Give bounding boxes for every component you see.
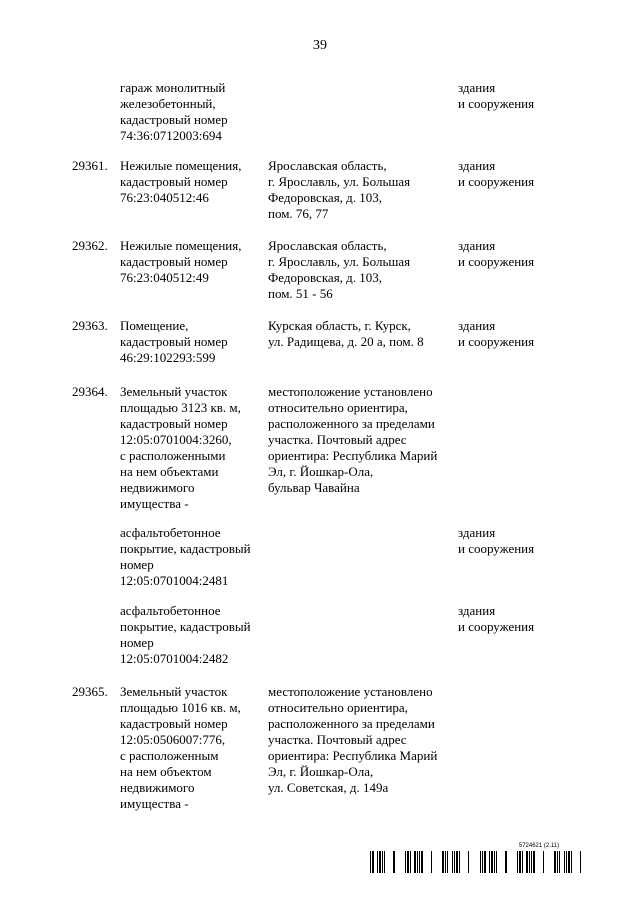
object-description-line: кадастровый номер: [120, 254, 228, 269]
object-description-line: площадью 1016 кв. м,: [120, 700, 241, 715]
entry-number: 29362.: [72, 238, 108, 253]
object-address-line: ориентира: Республика Марий: [268, 748, 438, 763]
object-address-line: относительно ориентира,: [268, 400, 408, 415]
object-address: [268, 158, 456, 222]
object-category: [458, 238, 578, 270]
barcode-bar: [468, 851, 469, 873]
object-description-line: имущества -: [120, 496, 189, 511]
object-description-line: покрытие, кадастровый: [120, 541, 251, 556]
barcode-bar: [571, 851, 572, 873]
object-category: [458, 525, 578, 557]
barcode-bar: [505, 851, 507, 873]
object-address-line: пом. 76, 77: [268, 206, 329, 221]
barcode-bar: [496, 851, 497, 873]
barcode-bar: [580, 851, 581, 873]
barcode-bar: [554, 851, 556, 873]
barcode-bar: [566, 851, 567, 873]
object-description-line: на нем объектами: [120, 464, 219, 479]
object-address-line: г. Ярославль, ул. Большая: [268, 254, 411, 269]
object-address-line: Курская область, г. Курск,: [268, 318, 411, 333]
barcode-bar: [522, 851, 523, 873]
object-address-line: местоположение установлено: [268, 384, 433, 399]
object-description-line: кадастровый номер: [120, 416, 228, 431]
barcode-bar: [454, 851, 455, 873]
object-description: [120, 318, 265, 366]
barcode-bar: [405, 851, 406, 873]
object-description-line: кадастровый номер: [120, 716, 228, 731]
object-category: [458, 318, 578, 350]
object-category-line: и сооружения: [458, 254, 535, 269]
object-description-line: имущества -: [120, 796, 189, 811]
object-address-line: местоположение установлено: [268, 684, 433, 699]
object-description-line: недвижимого: [120, 480, 195, 495]
object-address-line: расположенного за пределами: [268, 716, 435, 731]
object-address: [268, 384, 456, 496]
object-address-line: Ярославская область,: [268, 238, 387, 253]
barcode-bar: [431, 851, 432, 873]
object-category-line: и сооружения: [458, 96, 535, 111]
barcode-bar: [370, 851, 371, 873]
object-description-line: кадастровый номер: [120, 334, 228, 349]
barcode-bar: [531, 851, 532, 873]
object-description-line: железобетонный,: [120, 96, 216, 111]
barcode-bar: [557, 851, 558, 873]
barcode-bar: [568, 851, 570, 873]
barcode-bar: [414, 851, 416, 873]
barcode-bar: [517, 851, 518, 873]
object-address: [268, 238, 456, 302]
barcode-bar: [559, 851, 560, 873]
barcode-bar: [421, 851, 423, 873]
object-category-line: здания: [458, 158, 496, 173]
object-address-line: участка. Почтовый адрес: [268, 432, 407, 447]
entry-number: 29364.: [72, 384, 108, 399]
object-category-line: и сооружения: [458, 619, 535, 634]
object-description-line: номер: [120, 635, 154, 650]
object-description-line: Помещение,: [120, 318, 189, 333]
object-category-line: и сооружения: [458, 174, 535, 189]
object-description-line: 12:05:0701004:2482: [120, 651, 229, 666]
object-description-line: 76:23:040512:46: [120, 190, 209, 205]
barcode-bar: [447, 851, 448, 873]
object-address: [268, 318, 456, 350]
object-category-line: здания: [458, 238, 496, 253]
object-address-line: Эл, г. Йошкар-Ола,: [268, 464, 374, 479]
object-address-line: участка. Почтовый адрес: [268, 732, 407, 747]
object-description-line: Земельный участок: [120, 684, 228, 699]
object-description: [120, 384, 265, 512]
barcode-bar: [543, 851, 544, 873]
object-description-line: асфальтобетонное: [120, 525, 221, 540]
barcode-bar: [379, 851, 381, 873]
object-category-line: здания: [458, 603, 496, 618]
object-description-line: площадью 3123 кв. м,: [120, 400, 241, 415]
object-address-line: Ярославская область,: [268, 158, 387, 173]
barcode-bar: [445, 851, 446, 873]
barcode-bar: [564, 851, 565, 873]
entry-number: 29361.: [72, 158, 108, 173]
barcode-bar: [480, 851, 481, 873]
object-category: [458, 80, 578, 112]
object-description-line: кадастровый номер: [120, 174, 228, 189]
barcode-bar: [419, 851, 420, 873]
entry-number: 29363.: [72, 318, 108, 333]
barcode-bar: [484, 851, 486, 873]
barcode-bar: [442, 851, 444, 873]
object-description-line: 12:05:0701004:2481: [120, 573, 229, 588]
object-description: [120, 603, 265, 667]
object-description: [120, 80, 265, 144]
barcode-bar: [456, 851, 458, 873]
barcode-bar: [494, 851, 495, 873]
barcode-bar: [377, 851, 378, 873]
object-category-line: здания: [458, 318, 496, 333]
object-category-line: и сооружения: [458, 541, 535, 556]
object-description-line: Земельный участок: [120, 384, 228, 399]
barcode-bar: [382, 851, 383, 873]
object-address-line: пом. 51 - 56: [268, 286, 333, 301]
object-description-line: 74:36:0712003:694: [120, 128, 222, 143]
barcode: [370, 851, 584, 873]
object-address-line: бульвар Чавайна: [268, 480, 360, 495]
object-description: [120, 158, 265, 206]
object-address-line: Эл, г. Йошкар-Ола,: [268, 764, 374, 779]
object-description: [120, 238, 265, 286]
barcode-bar: [407, 851, 409, 873]
barcode-bar: [452, 851, 453, 873]
object-description-line: 76:23:040512:49: [120, 270, 209, 285]
object-description: [120, 684, 265, 812]
barcode-bar: [393, 851, 395, 873]
object-description-line: на нем объектом: [120, 764, 212, 779]
object-description: [120, 525, 265, 589]
barcode-bar: [372, 851, 374, 873]
barcode-bar: [519, 851, 521, 873]
barcode-bar: [489, 851, 490, 873]
object-description-line: 46:29:102293:599: [120, 350, 216, 365]
barcode-bar: [529, 851, 530, 873]
barcode-bar: [482, 851, 483, 873]
object-description-line: 12:05:0506007:776,: [120, 732, 226, 747]
barcode-bar: [417, 851, 418, 873]
object-address-line: ориентира: Республика Марий: [268, 448, 438, 463]
barcode-bar: [459, 851, 460, 873]
object-address-line: Федоровская, д. 103,: [268, 190, 383, 205]
entry-number: 29365.: [72, 684, 108, 699]
object-category-line: и сооружения: [458, 334, 535, 349]
barcode-bar: [491, 851, 493, 873]
object-address-line: ул. Радищева, д. 20 а, пом. 8: [268, 334, 424, 349]
object-category: [458, 158, 578, 190]
object-description-line: асфальтобетонное: [120, 603, 221, 618]
page-number: 39: [313, 38, 327, 53]
barcode-bar: [410, 851, 411, 873]
object-description-line: с расположенными: [120, 448, 226, 463]
object-description-line: Нежилые помещения,: [120, 158, 242, 173]
object-address-line: относительно ориентира,: [268, 700, 408, 715]
object-description-line: кадастровый номер: [120, 112, 228, 127]
object-description-line: недвижимого: [120, 780, 195, 795]
barcode-number: 5724621 (2.11): [518, 843, 560, 849]
object-description-line: с расположенным: [120, 748, 219, 763]
object-address-line: расположенного за пределами: [268, 416, 435, 431]
barcode-bar: [526, 851, 528, 873]
object-category-line: здания: [458, 525, 496, 540]
object-category: [458, 603, 578, 635]
barcode-bar: [533, 851, 535, 873]
object-address-line: ул. Советская, д. 149а: [268, 780, 389, 795]
barcode-bar: [384, 851, 385, 873]
object-description-line: 12:05:0701004:3260,: [120, 432, 232, 447]
object-description-line: покрытие, кадастровый: [120, 619, 251, 634]
object-address-line: Федоровская, д. 103,: [268, 270, 383, 285]
object-description-line: гараж монолитный: [120, 80, 226, 95]
object-description-line: Нежилые помещения,: [120, 238, 242, 253]
object-category-line: здания: [458, 80, 496, 95]
object-address-line: г. Ярославль, ул. Большая: [268, 174, 411, 189]
object-description-line: номер: [120, 557, 154, 572]
object-address: [268, 684, 456, 796]
